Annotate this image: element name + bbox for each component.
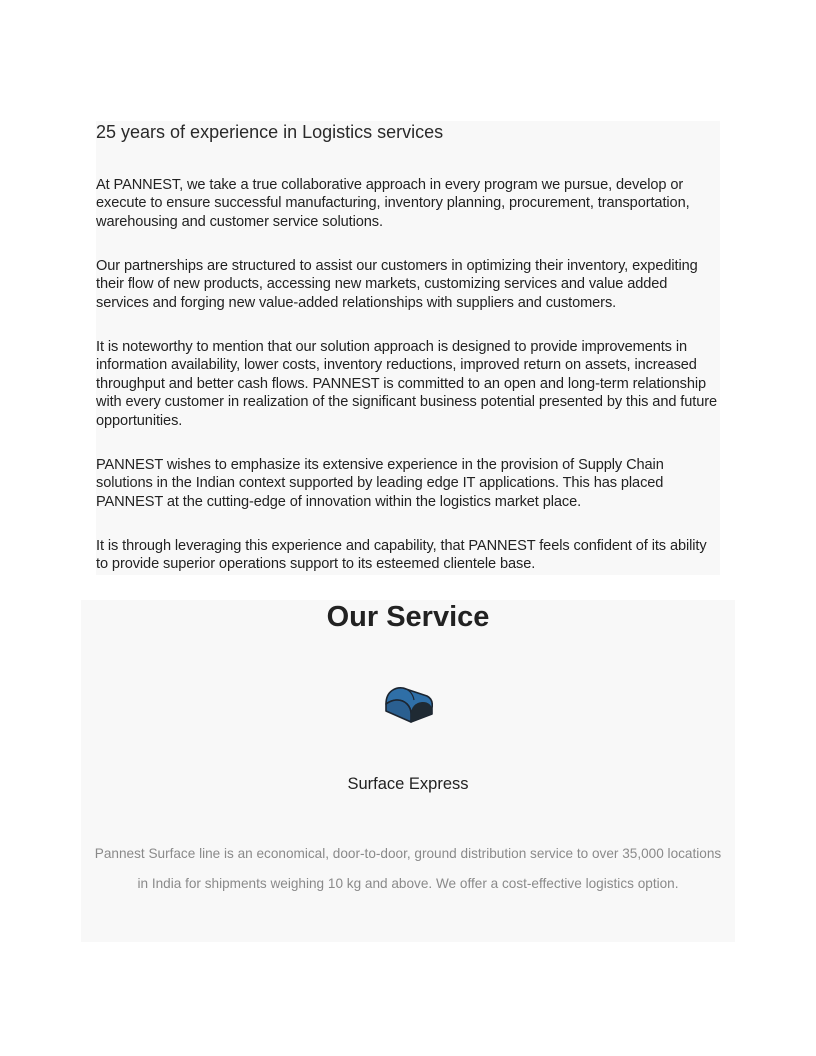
- intro-paragraph: It is through leveraging this experience and capability, that PANNEST feels confident of its ability to provide superior operations support to its esteemed clientele base.: [96, 538, 707, 573]
- intro-paragraph: It is noteworthy to mention that our solution approach is designed to provide improvements in information availability, lower costs, inventory reductions, improved return on assets, increased throughput and better cash flows. PANNEST is committed to an open and long-term relationship with every customer in realization of the significant business potential presented by this and future opportunities.: [96, 339, 718, 429]
- intro-paragraph: At PANNEST, we take a true collaborative approach in every program we pursue, develop or execute to ensure successful manufacturing, inventory planning, procurement, transportation, warehousing and customer service solutions.: [96, 177, 690, 230]
- service-heading: Our Service: [326, 601, 490, 633]
- intro-heading: 25 years of experience in Logistics services: [96, 122, 444, 142]
- service-card-description: Pannest Surface line is an economical, door-to-door, ground distribution service to over 35,000 locations in India for shipments weighing 10 kg and above. We offer a cost-effective logistics option.: [94, 846, 722, 891]
- surface-express-icon: [383, 684, 433, 724]
- intro-paragraph: PANNEST wishes to emphasize its extensive experience in the provision of Supply Chain solutions in the Indian context supported by leading edge IT applications. This has placed PANNEST at the cutting-edge of innovation within the logistics market place.: [96, 457, 664, 510]
- service-section: [81, 600, 735, 942]
- intro-section: [96, 121, 720, 575]
- intro-paragraph: Our partnerships are structured to assist our customers in optimizing their inventory, expediting their flow of new products, accessing new markets, customizing services and value added services and forging new value-added relationships with suppliers and customers.: [96, 258, 698, 311]
- service-card-title: Surface Express: [347, 775, 469, 793]
